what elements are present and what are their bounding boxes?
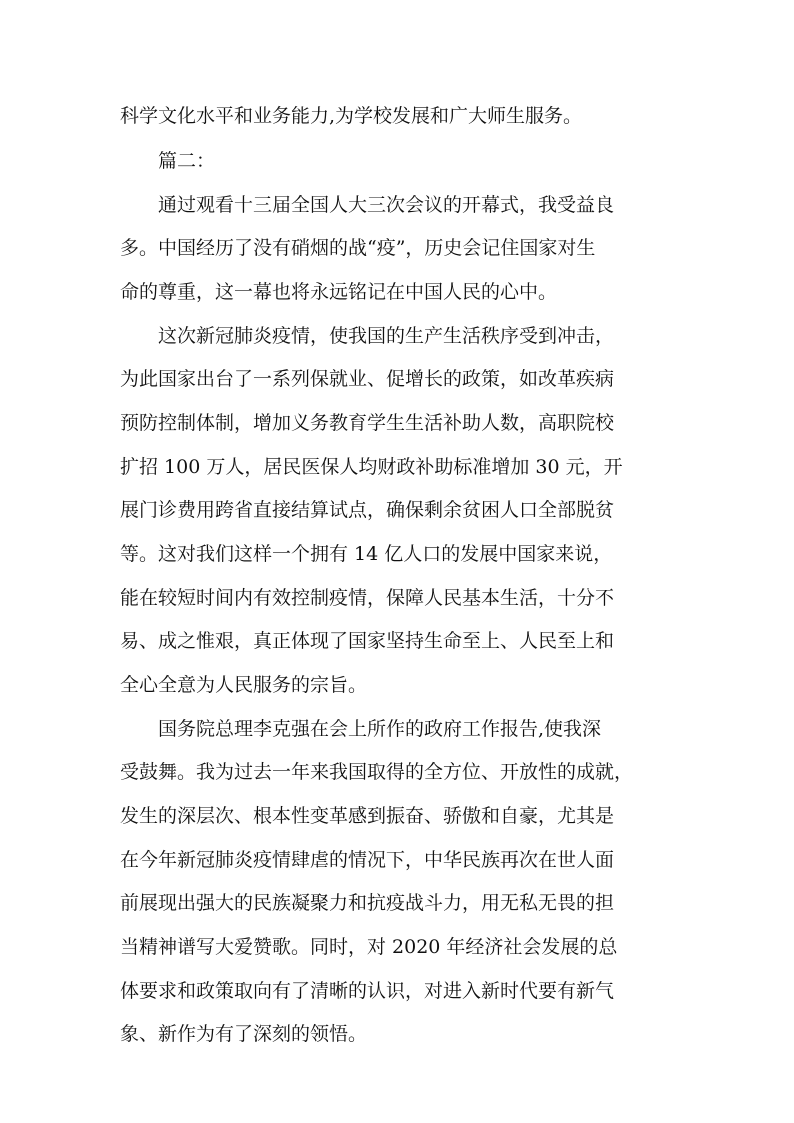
paragraph-line: 多。中国经历了没有硝烟的战“疫”，历史会记住国家对生 [120,237,596,259]
paragraph-line: 展门诊费用跨省直接结算试点，确保剩余贫困人口全部脱贫 [120,499,615,521]
paragraph-line: 在今年新冠肺炎疫情肆虐的情况下，中华民族再次在世人面 [120,849,615,871]
paragraph-line: 当精神谱写大爱赞歌。同时，对 2020 年经济社会发展的总 [120,936,618,958]
paragraph-line: 这次新冠肺炎疫情，使我国的生产生活秩序受到冲击， [158,325,615,347]
paragraph-line: 预防控制体制，增加义务教育学生生活补助人数，高职院校 [120,412,615,434]
section-heading: 篇二： [158,150,216,172]
paragraph-line: 易、成之惟艰，真正体现了国家坚持生命至上、人民至上和 [120,630,615,652]
paragraph-line: 通过观看十三届全国人大三次会议的开幕式，我受益良 [158,194,615,216]
paragraph-line: 能在较短时间内有效控制疫情，保障人民基本生活，十分不 [120,587,615,609]
paragraph-line: 全心全意为人民服务的宗旨。 [120,674,368,696]
paragraph-line: 命的尊重，这一幕也将永远铭记在中国人民的心中。 [120,281,558,303]
paragraph-line: 扩招 100 万人，居民医保人均财政补助标准增加 30 元，开 [120,456,623,478]
paragraph-line: 为此国家出台了一系列保就业、促增长的政策，如改革疾病 [120,368,615,390]
paragraph-line: 象、新作为有了深刻的领悟。 [120,1023,368,1045]
paragraph-line: 前展现出强大的民族凝聚力和抗疫战斗力，用无私无畏的担 [120,892,615,914]
paragraph-line: 受鼓舞。我为过去一年来我国取得的全方位、开放性的成就， [120,761,634,783]
paragraph-line: 科学文化水平和业务能力,为学校发展和广大师生服务。 [120,105,583,127]
paragraph-line: 等。这对我们这样一个拥有 14 亿人口的发展中国家来说， [120,543,613,565]
paragraph-line: 发生的深层次、根本性变革感到振奋、骄傲和自豪，尤其是 [120,805,615,827]
paragraph-line: 国务院总理李克强在会上所作的政府工作报告,使我深 [158,718,602,740]
paragraph-line: 体要求和政策取向有了清晰的认识，对进入新时代要有新气 [120,980,615,1002]
